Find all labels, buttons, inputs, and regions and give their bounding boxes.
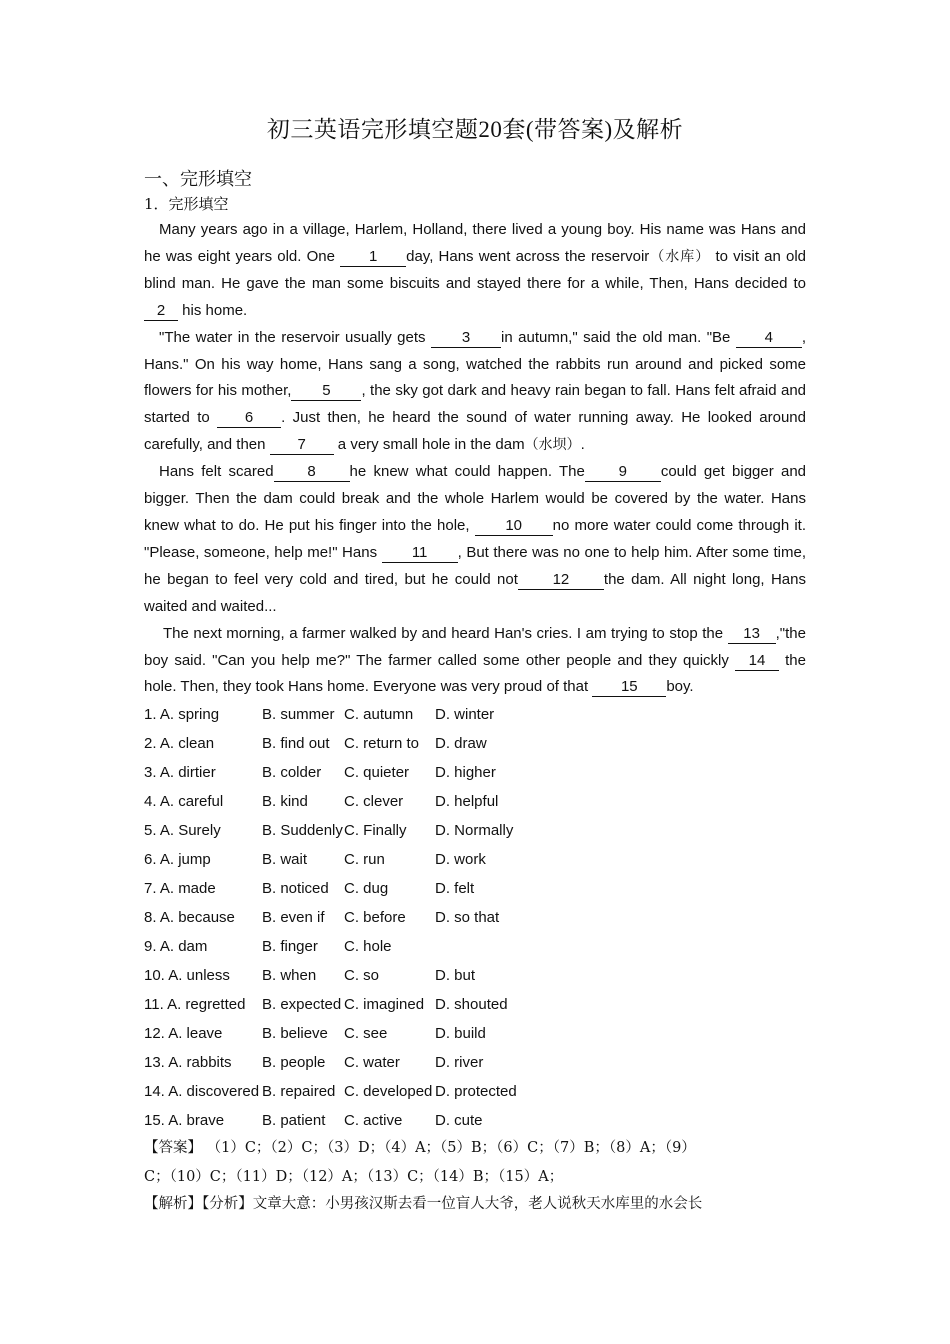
option-c[interactable]: C. run bbox=[344, 851, 385, 868]
blank-14[interactable]: 14 bbox=[735, 653, 779, 671]
option-d[interactable]: D. so that bbox=[435, 909, 500, 926]
blank-13[interactable]: 13 bbox=[728, 626, 776, 644]
option-b[interactable]: B. summer bbox=[262, 706, 335, 723]
option-a[interactable]: 5. A. Surely bbox=[144, 822, 221, 839]
option-c[interactable]: C. see bbox=[344, 1025, 388, 1042]
blank-3[interactable]: 3 bbox=[431, 330, 501, 348]
option-b[interactable]: B. Suddenly bbox=[262, 822, 343, 839]
option-b[interactable]: B. repaired bbox=[262, 1083, 336, 1100]
option-a[interactable]: 12. A. leave bbox=[144, 1025, 223, 1042]
option-a[interactable]: 1. A. spring bbox=[144, 706, 220, 723]
option-b[interactable]: B. believe bbox=[262, 1025, 328, 1042]
option-a[interactable]: 2. A. clean bbox=[144, 735, 215, 752]
option-a[interactable]: 15. A. brave bbox=[144, 1112, 225, 1129]
option-b[interactable]: B. expected bbox=[262, 996, 342, 1013]
option-c[interactable]: C. autumn bbox=[344, 706, 414, 723]
option-b[interactable]: B. find out bbox=[262, 735, 330, 752]
blank-1[interactable]: 1 bbox=[340, 249, 406, 267]
blank-4[interactable]: 4 bbox=[736, 330, 802, 348]
option-d[interactable]: D. higher bbox=[435, 764, 496, 781]
blank-11[interactable]: 11 bbox=[382, 545, 458, 563]
option-c[interactable]: C. active bbox=[344, 1112, 403, 1129]
option-d[interactable]: D. cute bbox=[435, 1112, 483, 1129]
analysis-line: 【解析】【分析】文章大意：小男孩汉斯去看一位盲人大爷，老人说秋天水库里的水会长 bbox=[144, 1196, 703, 1212]
option-b[interactable]: B. patient bbox=[262, 1112, 326, 1129]
option-a[interactable]: 4. A. careful bbox=[144, 793, 224, 810]
option-c[interactable]: C. before bbox=[344, 909, 406, 926]
option-b[interactable]: B. finger bbox=[262, 938, 318, 955]
option-b[interactable]: B. colder bbox=[262, 764, 322, 781]
cloze-passage bbox=[144, 217, 806, 701]
blank-6[interactable]: 6 bbox=[217, 410, 281, 428]
option-c[interactable]: C. quieter bbox=[344, 764, 410, 781]
blank-2[interactable]: 2 bbox=[144, 303, 178, 321]
section-heading: 一、完形填空 bbox=[144, 169, 252, 190]
option-d[interactable]: D. winter bbox=[435, 706, 495, 723]
option-d[interactable]: D. Normally bbox=[435, 822, 514, 839]
option-d[interactable]: D. protected bbox=[435, 1083, 517, 1100]
option-b[interactable]: B. when bbox=[262, 967, 317, 984]
blank-12[interactable]: 12 bbox=[518, 572, 604, 590]
option-c[interactable]: C. imagined bbox=[344, 996, 425, 1013]
blank-10[interactable]: 10 bbox=[475, 518, 553, 536]
blank-9[interactable]: 9 bbox=[585, 464, 661, 482]
blank-8[interactable]: 8 bbox=[274, 464, 350, 482]
option-a[interactable]: 11. A. regretted bbox=[144, 996, 246, 1013]
option-d[interactable]: D. but bbox=[435, 967, 476, 984]
option-a[interactable]: 13. A. rabbits bbox=[144, 1054, 232, 1071]
option-d[interactable]: D. shouted bbox=[435, 996, 508, 1013]
option-a[interactable]: 6. A. jump bbox=[144, 851, 211, 868]
option-c[interactable]: C. return to bbox=[344, 735, 420, 752]
blank-5[interactable]: 5 bbox=[291, 383, 361, 401]
option-d[interactable]: D. river bbox=[435, 1054, 484, 1071]
option-b[interactable]: B. even if bbox=[262, 909, 325, 926]
answer-block bbox=[144, 1134, 806, 1191]
page-title: 初三英语完形填空题20套(带答案)及解析 bbox=[266, 117, 684, 142]
option-a[interactable]: 7. A. made bbox=[144, 880, 216, 897]
option-c[interactable]: C. developed bbox=[344, 1083, 433, 1100]
option-c[interactable]: C. so bbox=[344, 967, 380, 984]
option-c[interactable]: C. water bbox=[344, 1054, 400, 1071]
option-a[interactable]: 3. A. dirtier bbox=[144, 764, 216, 781]
option-c[interactable]: C. Finally bbox=[344, 822, 407, 839]
option-d[interactable]: D. build bbox=[435, 1025, 486, 1042]
paragraph-1: Many years ago in a village, Harlem, Holland, there lived a young boy. His name was Hans and he was eight years old. One 1 day, Hans went across the reservoir（水库） to visit an old blind man. He gave the man some biscuits and stayed there for a while, Then, Hans decided to 2 his home. bbox=[144, 221, 807, 319]
question-heading: 1．完形填空 bbox=[144, 195, 229, 213]
option-a[interactable]: 8. A. because bbox=[144, 909, 235, 926]
option-a[interactable]: 10. A. unless bbox=[144, 967, 230, 984]
option-c[interactable]: C. hole bbox=[344, 938, 392, 955]
option-b[interactable]: B. people bbox=[262, 1054, 326, 1071]
option-a[interactable]: 14. A. discovered bbox=[144, 1083, 260, 1100]
option-d[interactable]: D. draw bbox=[435, 735, 487, 752]
option-d[interactable]: D. helpful bbox=[435, 793, 499, 810]
option-c[interactable]: C. clever bbox=[344, 793, 404, 810]
option-c[interactable]: C. dug bbox=[344, 880, 389, 897]
option-d[interactable]: D. work bbox=[435, 851, 486, 868]
option-b[interactable]: B. wait bbox=[262, 851, 308, 868]
paragraph-2: "The water in the reservoir usually gets 3 in autumn," said the old man. "Be 4 , Hans." On his way home, Hans sang a song, watched the rabbits run around and picked some flowers for his mother, 5 , the sky got dark and heavy rain began to fall. Hans felt afraid and started to 6 . Just then, he heard the sound of water running away. He looked around carefully, and then 7 a very small hole in the dam（水坝）. bbox=[144, 328, 807, 454]
answer-line-1: 【答案】 （1）C；（2）C；（3）D；（4）A；（5）B；（6）C；（7）B；（8）A；（9） bbox=[144, 1140, 696, 1156]
option-b[interactable]: B. noticed bbox=[262, 880, 329, 897]
blank-7[interactable]: 7 bbox=[270, 437, 334, 455]
option-a[interactable]: 9. A. dam bbox=[144, 938, 208, 955]
paragraph-3: Hans felt scared 8 he knew what could happen. The 9 could get bigger and bigger. Then the dam could break and the whole Harlem would be covered by the water. Hans knew what to do. He put his finger into the hole, 10 no more water could come through it. "Please, someone, help me!" Hans 11 , But there was no one to help him. After some time, he began to feel very cold and tired, but he could not 12 the dam. All night long, Hans waited and waited... bbox=[144, 463, 807, 615]
blank-15[interactable]: 15 bbox=[592, 679, 666, 697]
option-b[interactable]: B. kind bbox=[262, 793, 308, 810]
paragraph-4: The next morning, a farmer walked by and heard Han's cries. I am trying to stop the 13 ,"the boy said. "Can you help me?" The farmer called some other people and they quickly 14 the hole. Then, they took Hans home. Everyone was very proud of that 15 boy. bbox=[144, 624, 806, 696]
answer-line-2: C；（10）C；（11）D；（12）A；（13）C；（14）B；（15）A； bbox=[144, 1168, 564, 1185]
option-d[interactable]: D. felt bbox=[435, 880, 475, 897]
